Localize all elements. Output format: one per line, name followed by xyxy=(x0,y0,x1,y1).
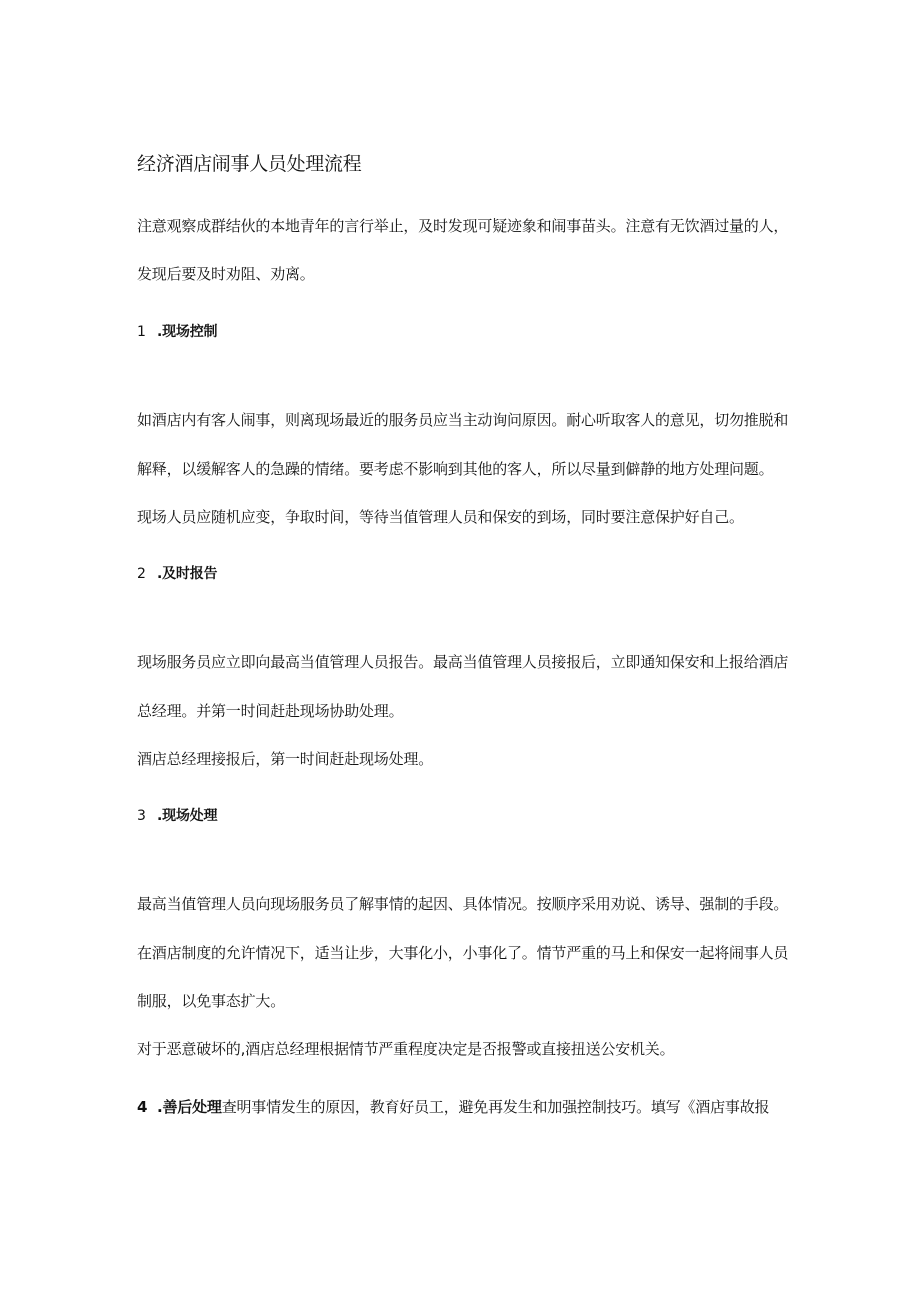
section-2-line: 总经理。并第一时间赶赴现场协助处理。 xyxy=(137,702,404,720)
section-1-line: 如酒店内有客人闹事，则离现场最近的服务员应当主动询问原因。耐心听取客人的意见，切勿推脱和 xyxy=(137,411,789,429)
intro-line-2: 发现后要及时劝阻、劝离。 xyxy=(137,265,315,283)
section-3-line: 对于恶意破坏的,酒店总经理根据情节严重程度决定是否报警或直接扭送公安机关。 xyxy=(137,1040,675,1058)
section-4-text: 查明事情发生的原因，教育好员工，避免再发生和加强控制技巧。填写《酒店事故报 xyxy=(221,1098,770,1116)
section-2-line: 现场服务员应立即向最高当值管理人员报告。最高当值管理人员接报后，立即通知保安和上报给酒店 xyxy=(137,653,789,671)
section-4-paragraph xyxy=(137,1097,769,1117)
intro-line-1: 注意观察成群结伙的本地青年的言行举止，及时发现可疑迹象和闹事苗头。注意有无饮酒过量的人， xyxy=(137,217,789,235)
section-number: 3 xyxy=(137,808,146,824)
document-title: 经济酒店闹事人员处理流程 xyxy=(137,153,362,175)
section-1-line: 现场人员应随机应变，争取时间，等待当值管理人员和保安的到场，同时要注意保护好自己。 xyxy=(137,508,744,526)
section-number: 4 xyxy=(137,1098,148,1116)
section-3-line: 最高当值管理人员向现场服务员了解事情的起因、具体情况。按顺序采用劝说、诱导、强制的手段。 xyxy=(137,895,789,913)
section-2-line: 酒店总经理接报后，第一时间赶赴现场处理。 xyxy=(137,750,434,768)
section-2-heading xyxy=(137,564,217,584)
section-title: .现场处理 xyxy=(157,808,218,824)
section-3-line: 制服，以免事态扩大。 xyxy=(137,992,286,1010)
section-3-heading xyxy=(137,806,217,826)
section-1-heading xyxy=(137,322,217,342)
section-number: 2 xyxy=(137,566,146,582)
section-title: .现场控制 xyxy=(157,324,218,340)
section-title: .善后处理 xyxy=(157,1098,222,1116)
section-1-line: 解释，以缓解客人的急躁的情绪。要考虑不影响到其他的客人，所以尽量到僻静的地方处理问题。 xyxy=(137,460,774,478)
section-number: 1 xyxy=(137,324,146,340)
section-title: .及时报告 xyxy=(157,566,218,582)
section-3-line: 在酒店制度的允许情况下，适当让步，大事化小，小事化了。情节严重的马上和保安一起将闹事人员 xyxy=(137,944,789,962)
